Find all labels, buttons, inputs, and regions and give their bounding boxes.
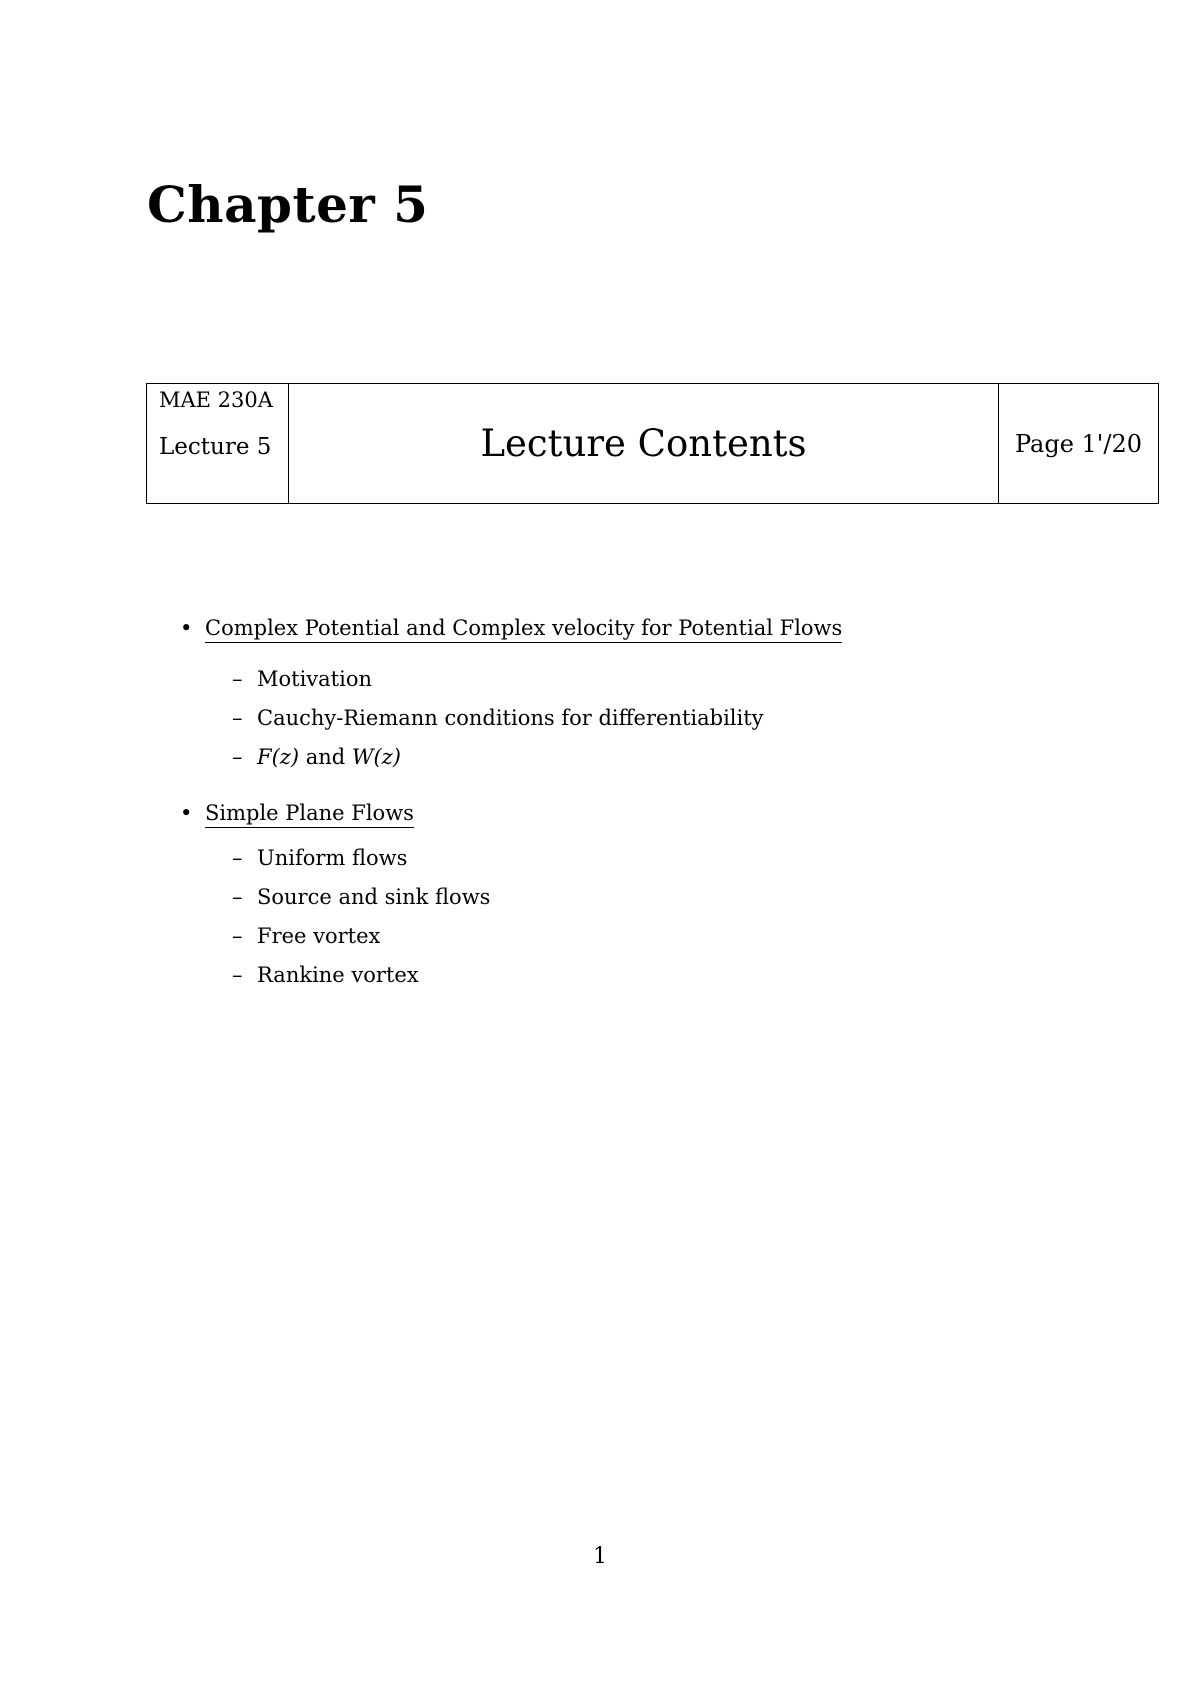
complex-velocity-symbol: W(z)	[351, 745, 401, 769]
chapter-title: Chapter 5	[147, 175, 429, 234]
course-code: MAE 230A	[159, 388, 273, 412]
header-page-indicator: Page 1'/20	[1014, 429, 1143, 458]
lecture-header-box	[146, 383, 1159, 504]
subsection-item: – Motivation	[232, 660, 1140, 699]
lecture-number: Lecture 5	[159, 434, 272, 460]
section-heading: Complex Potential and Complex velocity for Potential Flows	[205, 616, 842, 643]
subsection-item: – Rankine vortex	[232, 956, 1140, 995]
section-item	[180, 797, 1140, 829]
subsection-list	[180, 660, 1140, 777]
subsection-item: – Uniform flows	[232, 839, 1140, 878]
header-title: Lecture Contents	[289, 384, 999, 503]
subsection-item: – Cauchy-Riemann conditions for differentiability	[232, 699, 1140, 738]
section-item	[180, 612, 1140, 644]
section-heading: Simple Plane Flows	[205, 801, 414, 828]
and-text: and	[299, 745, 352, 769]
complex-potential-symbol: F(z)	[257, 745, 300, 769]
subsection-item: – Free vortex	[232, 917, 1140, 956]
subsection-list	[180, 839, 1140, 995]
page-number: 1	[593, 1544, 607, 1569]
subsection-item: – Source and sink flows	[232, 878, 1140, 917]
subsection-item-math	[232, 738, 1140, 777]
header-left-cell	[147, 384, 289, 503]
contents-list	[180, 612, 1140, 995]
